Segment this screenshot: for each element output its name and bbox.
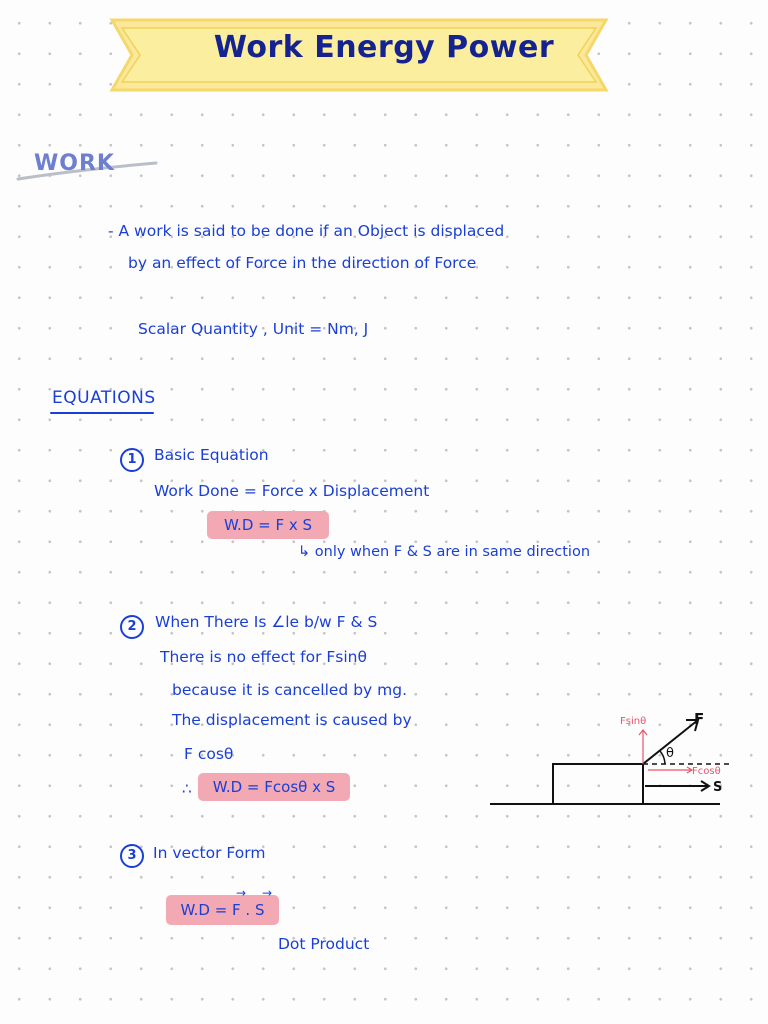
eq1-title: Basic Equation xyxy=(154,446,269,464)
eq1-formula-words: Work Done = Force x Displacement xyxy=(154,482,430,500)
eq2-line-3: because it is cancelled by mg. xyxy=(172,681,407,699)
eq2-highlight: W.D = Fcosθ x S xyxy=(198,773,350,801)
eq2-line-1: When There Is ∠le b/w F & S xyxy=(155,613,378,631)
angle-label: θ xyxy=(666,746,674,761)
therefore-symbol: ∴ xyxy=(182,780,192,798)
eq1-note: ↳ only when F & S are in same direction xyxy=(298,544,591,560)
section-heading-work: WORK xyxy=(34,151,115,176)
eq1-number: 1 xyxy=(120,448,144,472)
page-title: Work Energy Power xyxy=(213,30,555,65)
vector-arrow-s: → xyxy=(262,886,273,900)
definition-line-1: - A work is said to be done if an Object is displaced xyxy=(108,222,505,240)
fsin-label: Fsinθ xyxy=(620,716,647,727)
dot-product-label: Dot Product xyxy=(278,935,370,953)
eq2-line-5: F cosθ xyxy=(184,745,234,763)
eq3-highlight: W.D = F . S xyxy=(166,895,279,925)
eq1-highlight: W.D = F x S xyxy=(207,511,329,539)
eq2-number: 2 xyxy=(120,615,144,639)
eq2-line-4: The displacement is caused by xyxy=(172,711,412,729)
block xyxy=(553,764,643,804)
definition-line-2: by an effect of Force in the direction of Force xyxy=(128,254,477,272)
scalar-quantity-line: Scalar Quantity , Unit = Nm, J xyxy=(138,320,369,338)
section-heading-equations: EQUATIONS xyxy=(52,388,156,408)
eq2-line-2: There is no effect for Fsinθ xyxy=(160,648,367,666)
angle-arc xyxy=(660,751,665,764)
vector-arrow-f: → xyxy=(236,886,247,900)
force-label: F xyxy=(694,710,705,728)
equations-underline xyxy=(50,412,154,414)
force-diagram xyxy=(480,700,750,815)
eq3-number: 3 xyxy=(120,844,144,868)
fcos-label: Fcosθ xyxy=(692,766,721,777)
eq3-title: In vector Form xyxy=(153,844,266,862)
displacement-label: S xyxy=(713,780,723,795)
